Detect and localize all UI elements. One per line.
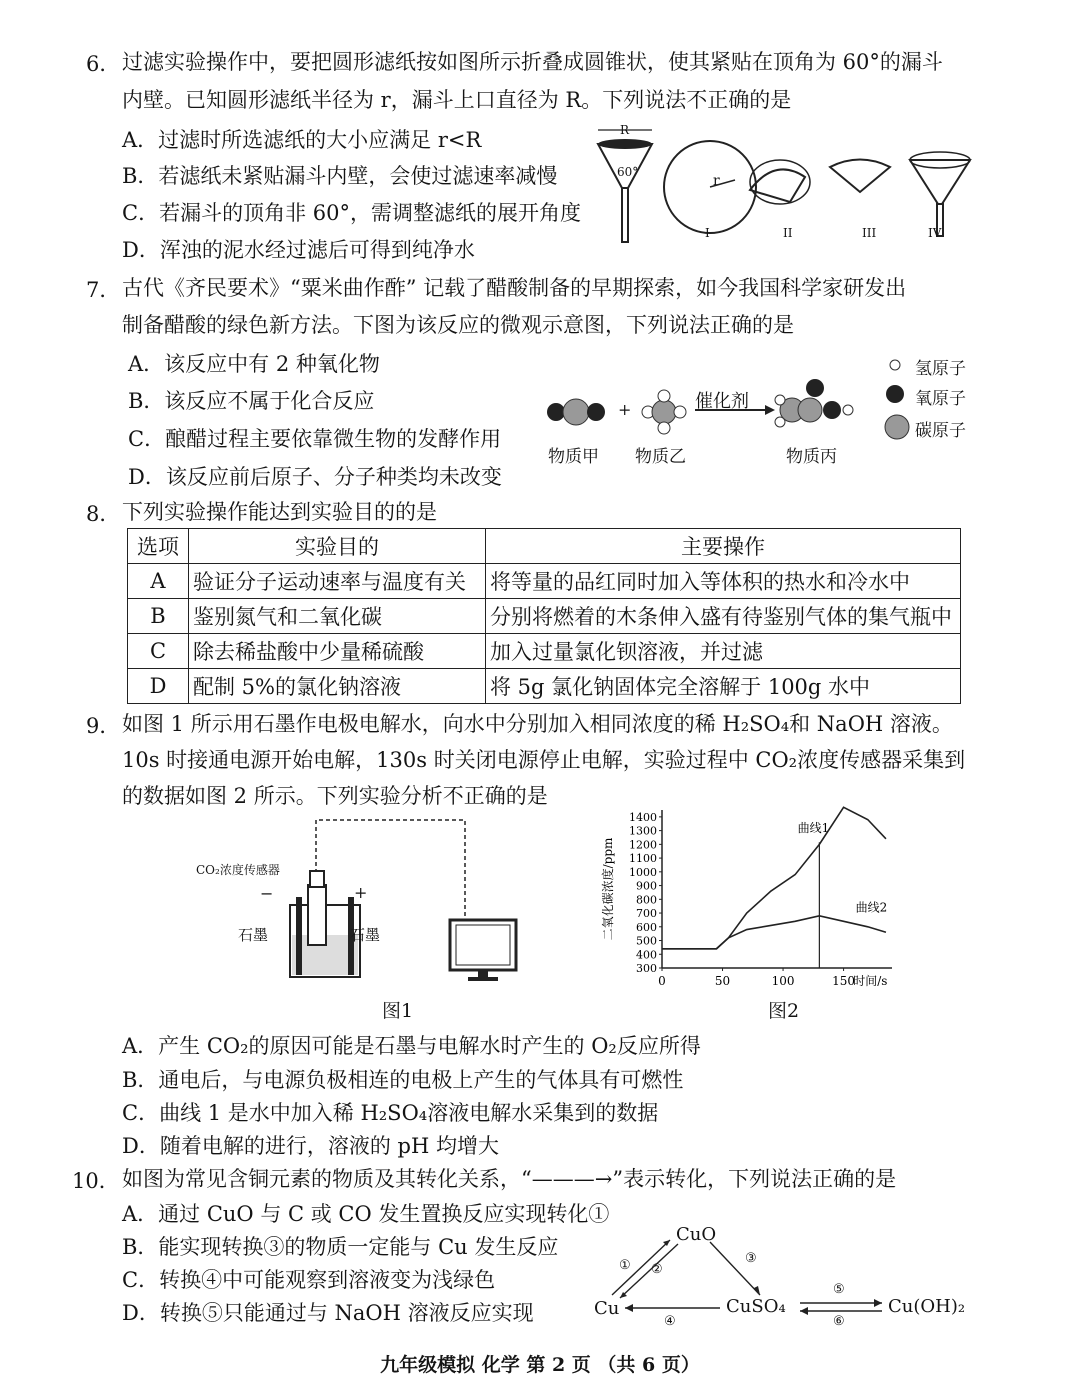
table-cell-option: C (128, 634, 189, 669)
q10-label-3: ③ (745, 1251, 757, 1266)
q6-fig-step3: III (862, 226, 877, 240)
q6-fig-radius-label: r (713, 173, 720, 189)
table-header-purpose: 实验目的 (189, 529, 486, 564)
q9-option-a: A．产生 CO₂的原因可能是石墨与电解水时产生的 O₂反应所得 (122, 1034, 701, 1058)
x-tick-label: 0 (658, 974, 666, 988)
q8-stem: 下列实验操作能达到实验目的的是 (122, 500, 437, 524)
x-tick-label: 150 (832, 974, 856, 988)
q10-stem: 如图为常见含铜元素的物质及其转化关系，“———→”表示转化，下列说法正确的是 (122, 1167, 897, 1191)
q7-stem-line2: 制备醋酸的绿色新方法。下图为该反应的微观示意图，下列说法正确的是 (122, 313, 794, 337)
q10-node-cuso4: CuSO₄ (726, 1296, 786, 1317)
table-row (128, 634, 961, 669)
y-tick-label: 600 (636, 920, 657, 934)
series-label-1: 曲线1 (797, 820, 830, 835)
q9-fig1-caption: 图1 (382, 1000, 414, 1022)
page-footer: 九年级模拟 化学 第 2 页 （共 6 页） (380, 1354, 700, 1376)
table-cell-purpose: 配制 5%的氯化钠溶液 (189, 669, 486, 704)
q7-substance-b: 物质乙 (635, 447, 686, 467)
table-header-option: 选项 (128, 529, 189, 564)
table-cell-operation: 将 5g 氯化钠固体完全溶解于 100g 水中 (486, 669, 961, 704)
table-cell-option: B (128, 599, 189, 634)
q7-option-a: A．该反应中有 2 种氧化物 (128, 352, 380, 376)
q9-fig1-right-electrode: 石墨 (350, 926, 381, 944)
series-line-2 (662, 916, 886, 949)
q10-label-6: ⑥ (833, 1314, 845, 1329)
table-cell-purpose: 除去稀盐酸中少量稀硫酸 (189, 634, 486, 669)
q7-option-c: C．酿醋过程主要依靠微生物的发酵作用 (128, 427, 502, 451)
q7-legend-oxygen: 氧原子 (915, 389, 966, 409)
x-tick-label: 50 (714, 974, 731, 988)
q6-fig-r-label: R (620, 123, 630, 137)
q10-option-b: B．能实现转换③的物质一定能与 Cu 发生反应 (122, 1235, 559, 1259)
q10-label-2: ② (651, 1262, 663, 1277)
q9-stem-line3: 的数据如图 2 所示。下列实验分析不正确的是 (122, 784, 548, 808)
q10-number: 10． (72, 1169, 120, 1193)
table-cell-option: A (128, 564, 189, 599)
q10-node-cuoh2: Cu(OH)₂ (888, 1296, 966, 1317)
y-axis-label: 二氧化碳浓度/ppm (601, 837, 615, 941)
q6-stem-line1: 过滤实验操作中，要把圆形滤纸按如图所示折叠成圆锥状，使其紧贴在顶角为 60°的漏斗 (122, 50, 943, 74)
y-tick-label: 400 (636, 948, 657, 962)
table-cell-option: D (128, 669, 189, 704)
table-cell-purpose: 鉴别氮气和二氧化碳 (189, 599, 486, 634)
q10-node-cuo: CuO (676, 1224, 717, 1245)
y-tick-label: 500 (636, 934, 657, 948)
q6-number: 6． (86, 52, 121, 76)
q6-option-d: D．浑浊的泥水经过滤后可得到纯净水 (122, 238, 475, 262)
y-tick-label: 1100 (629, 852, 657, 866)
table-header-row (128, 529, 961, 564)
q9-fig1-plus: + (354, 883, 368, 902)
q8-table (127, 528, 961, 704)
q8-number: 8． (86, 502, 121, 526)
q10-option-d: D．转换⑤只能通过与 NaOH 溶液反应实现 (122, 1301, 534, 1325)
q10-node-cu: Cu (594, 1298, 620, 1319)
q6-fig-angle: 60° (617, 165, 639, 179)
y-tick-label: 700 (636, 907, 657, 921)
x-tick-label: 100 (771, 974, 795, 988)
q7-stem-line1: 古代《齐民要术》“粟米曲作酢” 记载了醋酸制备的早期探索，如今我国科学家研发出 (122, 276, 907, 300)
q7-legend-carbon: 碳原子 (915, 421, 966, 441)
q9-option-c: C．曲线 1 是水中加入稀 H₂SO₄溶液电解水采集到的数据 (122, 1101, 659, 1125)
q7-substance-a: 物质甲 (548, 447, 599, 467)
q10-label-4: ④ (664, 1314, 676, 1329)
series-line-1 (662, 807, 886, 949)
q9-stem-line2: 10s 时接通电源开始电解，130s 时关闭电源停止电解，实验过程中 CO₂浓度传感器采集到 (122, 748, 966, 772)
y-tick-label: 800 (636, 893, 657, 907)
y-tick-label: 1200 (629, 838, 657, 852)
y-tick-label: 300 (636, 962, 657, 975)
table-cell-operation: 将等量的品红同时加入等体积的热水和冷水中 (486, 564, 961, 599)
table-row (128, 669, 961, 704)
q10-option-c: C．转换④中可能观察到溶液变为浅绿色 (122, 1268, 496, 1292)
q7-substance-c: 物质丙 (786, 447, 837, 467)
q9-option-b: B．通电后，与电源负极相连的电极上产生的气体具有可燃性 (122, 1068, 684, 1092)
q9-co2-chart (600, 800, 910, 995)
table-cell-purpose: 验证分子运动速率与温度有关 (189, 564, 486, 599)
q9-fig1-minus: − (260, 884, 274, 903)
q7-reaction-figure (540, 350, 980, 460)
q6-fig-step2: II (783, 226, 793, 240)
q9-electrolysis-figure (250, 815, 540, 990)
q6-stem-line2: 内壁。已知圆形滤纸半径为 r，漏斗上口直径为 R。下列说法不正确的是 (122, 88, 792, 112)
table-row (128, 564, 961, 599)
series-label-2: 曲线2 (855, 900, 888, 915)
q9-fig2-caption: 图2 (768, 1000, 800, 1022)
y-tick-label: 1300 (629, 824, 657, 838)
q10-option-a: A．通过 CuO 与 C 或 CO 发生置换反应实现转化① (122, 1202, 610, 1226)
y-tick-label: 1000 (629, 865, 657, 879)
q7-option-b: B．该反应不属于化合反应 (128, 389, 375, 413)
table-header-operation: 主要操作 (486, 529, 961, 564)
q9-option-d: D．随着电解的进行，溶液的 pH 均增大 (122, 1134, 499, 1158)
q6-option-c: C．若漏斗的顶角非 60°，需调整滤纸的展开角度 (122, 201, 581, 225)
q9-fig1-left-electrode: 石墨 (238, 926, 269, 944)
q7-legend-hydrogen: 氢原子 (915, 359, 966, 379)
table-cell-operation: 加入过量氯化钡溶液，并过滤 (486, 634, 961, 669)
q9-stem-line1: 如图 1 所示用石墨作电极电解水，向水中分别加入相同浓度的稀 H₂SO₄和 NaOH 溶液。 (122, 712, 953, 736)
y-tick-label: 900 (636, 879, 657, 893)
table-row (128, 599, 961, 634)
y-tick-label: 1400 (629, 810, 657, 824)
q6-option-a: A．过滤时所选滤纸的大小应满足 r<R (122, 128, 482, 152)
q6-fig-step4: IV (928, 226, 942, 240)
q6-fig-step1: I (705, 226, 710, 240)
q7-number: 7． (86, 278, 121, 302)
q6-option-b: B．若滤纸未紧贴漏斗内壁，会使过滤速率减慢 (122, 164, 558, 188)
q10-label-5: ⑤ (833, 1282, 845, 1297)
q9-number: 9． (86, 714, 121, 738)
q7-option-d: D．该反应前后原子、分子种类均未改变 (128, 465, 502, 489)
q7-plus: + (618, 400, 632, 419)
x-axis-label: 时间/s (853, 974, 888, 988)
q7-catalyst: 催化剂 (695, 391, 749, 412)
q9-fig1-sensor: CO₂浓度传感器 (196, 863, 280, 877)
q10-label-1: ① (619, 1258, 631, 1273)
table-cell-operation: 分别将燃着的木条伸入盛有待鉴别气体的集气瓶中 (486, 599, 961, 634)
